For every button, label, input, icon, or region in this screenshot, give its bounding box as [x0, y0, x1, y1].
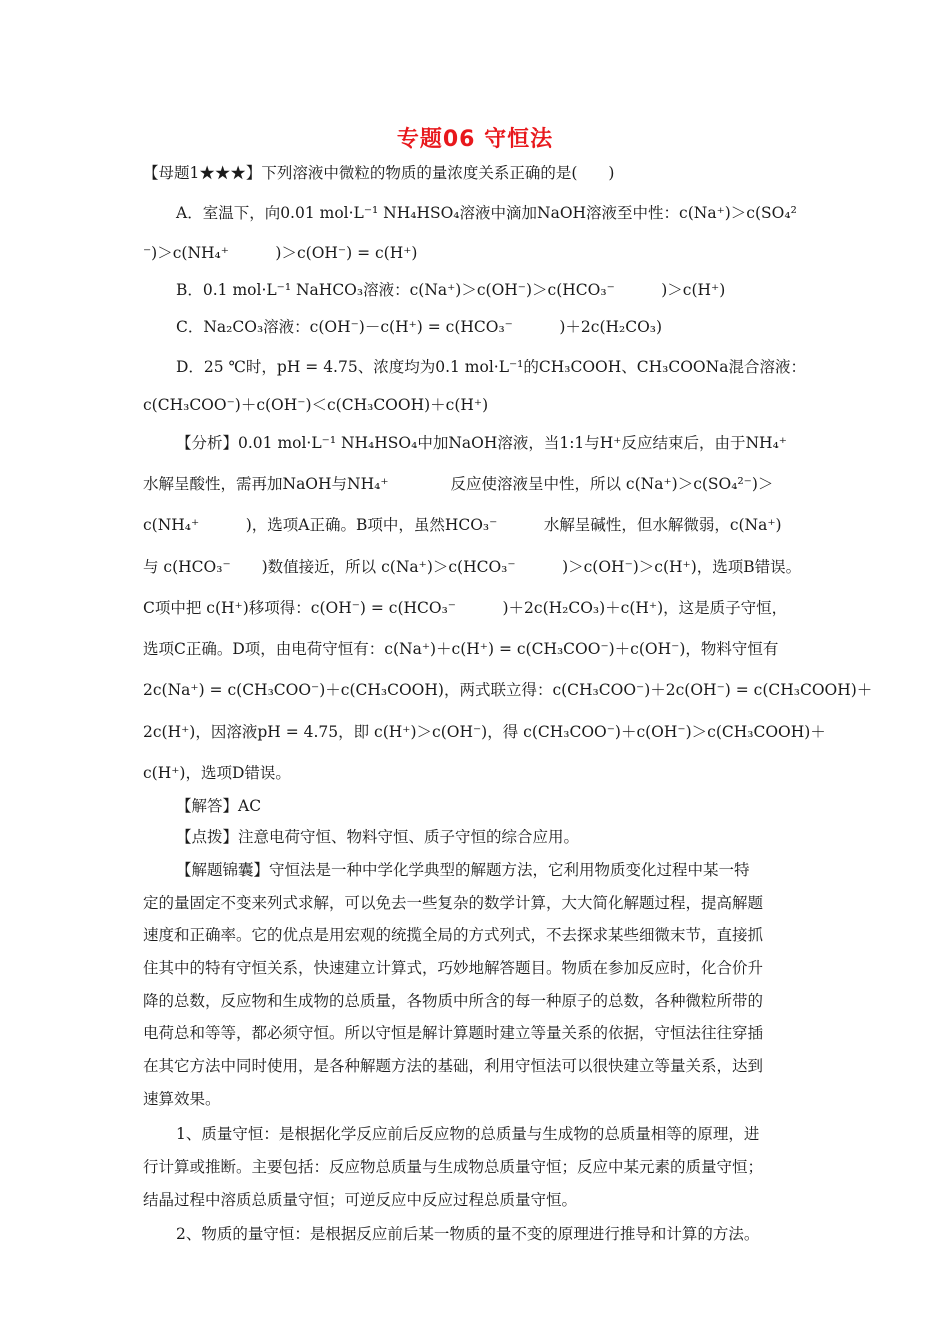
- analysis-line: 选项C正确。D项，由电荷守恒有：c(Na⁺)＋c(H⁺) = c(CH₃COO⁻)＋c(OH⁻)，物料守恒有: [143, 640, 779, 658]
- method-line: 定的量固定不变来列式求解，可以免去一些复杂的数学计算，大大简化解题过程，提高解题: [143, 894, 764, 912]
- page-title: 专题06 守恒法: [396, 127, 554, 152]
- item1-line: 结晶过程中溶质总质量守恒；可逆反应中反应过程总质量守恒。: [143, 1191, 578, 1209]
- analysis-line: c(NH₄⁺ )，选项A正确。B项中，虽然HCO₃⁻ 水解呈碱性，但水解微弱，c(Na⁺): [143, 516, 782, 534]
- option-d-line2: c(CH₃COO⁻)＋c(OH⁻)＜c(CH₃COOH)＋c(H⁺): [143, 396, 489, 414]
- answer: 【解答】AC: [176, 797, 262, 815]
- method-line: 在其它方法中同时使用，是各种解题方法的基础，利用守恒法可以很快建立等量关系，达到: [143, 1057, 764, 1075]
- analysis-line: 【分析】0.01 mol·L⁻¹ NH₄HSO₄中加NaOH溶液，当1:1与H⁺反应结束后，由于NH₄⁺: [176, 434, 787, 452]
- analysis-line: 水解呈酸性，需再加NaOH与NH₄⁺ 反应使溶液呈中性，所以 c(Na⁺)＞c(SO₄²⁻)＞: [143, 475, 774, 493]
- analysis-line: c(H⁺)，选项D错误。: [143, 764, 291, 782]
- tip: 【点拨】注意电荷守恒、物料守恒、质子守恒的综合应用。: [176, 828, 580, 846]
- analysis-line: 2c(H⁺)，因溶液pH = 4.75，即 c(H⁺)＞c(OH⁻)，得 c(CH₃COO⁻)＋c(OH⁻)＞c(CH₃COOH)＋: [143, 723, 826, 741]
- method-line: 电荷总和等等，都必须守恒。所以守恒是解计算题时建立等量关系的依据，守恒法往往穿插: [143, 1024, 764, 1042]
- method-line: 【解题锦囊】守恒法是一种中学化学典型的解题方法，它利用物质变化过程中某一特: [176, 861, 750, 879]
- option-b: B．0.1 mol·L⁻¹ NaHCO₃溶液：c(Na⁺)＞c(OH⁻)＞c(HCO₃⁻ )＞c(H⁺): [176, 281, 726, 299]
- option-c: C．Na₂CO₃溶液：c(OH⁻)－c(H⁺) = c(HCO₃⁻ )＋2c(H₂CO₃): [176, 318, 663, 336]
- method-line: 降的总数，反应物和生成物的总质量，各物质中所含的每一种原子的总数，各种微粒所带的: [143, 992, 764, 1010]
- option-a-line1: A．室温下，向0.01 mol·L⁻¹ NH₄HSO₄溶液中滴加NaOH溶液至中性：c(Na⁺)＞c(SO₄²: [176, 204, 797, 222]
- option-d-line1: D．25 ℃时，pH = 4.75、浓度均为0.1 mol·L⁻¹的CH₃COOH、CH₃COONa混合溶液：: [176, 358, 806, 376]
- analysis-line: C项中把 c(H⁺)移项得：c(OH⁻) = c(HCO₃⁻ )＋2c(H₂CO₃)＋c(H⁺)，这是质子守恒，: [143, 599, 788, 617]
- method-line: 速算效果。: [143, 1090, 221, 1108]
- analysis-line: 与 c(HCO₃⁻ )数值接近，所以 c(Na⁺)＞c(HCO₃⁻ )＞c(OH⁻)＞c(H⁺)，选项B错误。: [143, 558, 802, 576]
- item1-line: 1、质量守恒：是根据化学反应前后反应物的总质量与生成物的总质量相等的原理，进: [176, 1125, 760, 1143]
- option-a-line2: ⁻)＞c(NH₄⁺ )＞c(OH⁻) = c(H⁺): [143, 244, 418, 262]
- method-line: 速度和正确率。它的优点是用宏观的统揽全局的方式列式，不去探求某些细微末节，直接抓: [143, 926, 764, 944]
- problem-header: 【母题1★★★】下列溶液中微粒的物质的量浓度关系正确的是( ): [143, 164, 615, 182]
- analysis-line: 2c(Na⁺) = c(CH₃COO⁻)＋c(CH₃COOH)，两式联立得：c(CH₃COO⁻)＋2c(OH⁻) = c(CH₃COOH)＋: [143, 681, 873, 699]
- method-line: 住其中的特有守恒关系，快速建立计算式，巧妙地解答题目。物质在参加反应时，化合价升: [143, 959, 764, 977]
- item2-line: 2、物质的量守恒：是根据反应前后某一物质的量不变的原理进行推导和计算的方法。: [176, 1225, 760, 1243]
- item1-line: 行计算或推断。主要包括：反应物总质量与生成物总质量守恒；反应中某元素的质量守恒；: [143, 1158, 764, 1176]
